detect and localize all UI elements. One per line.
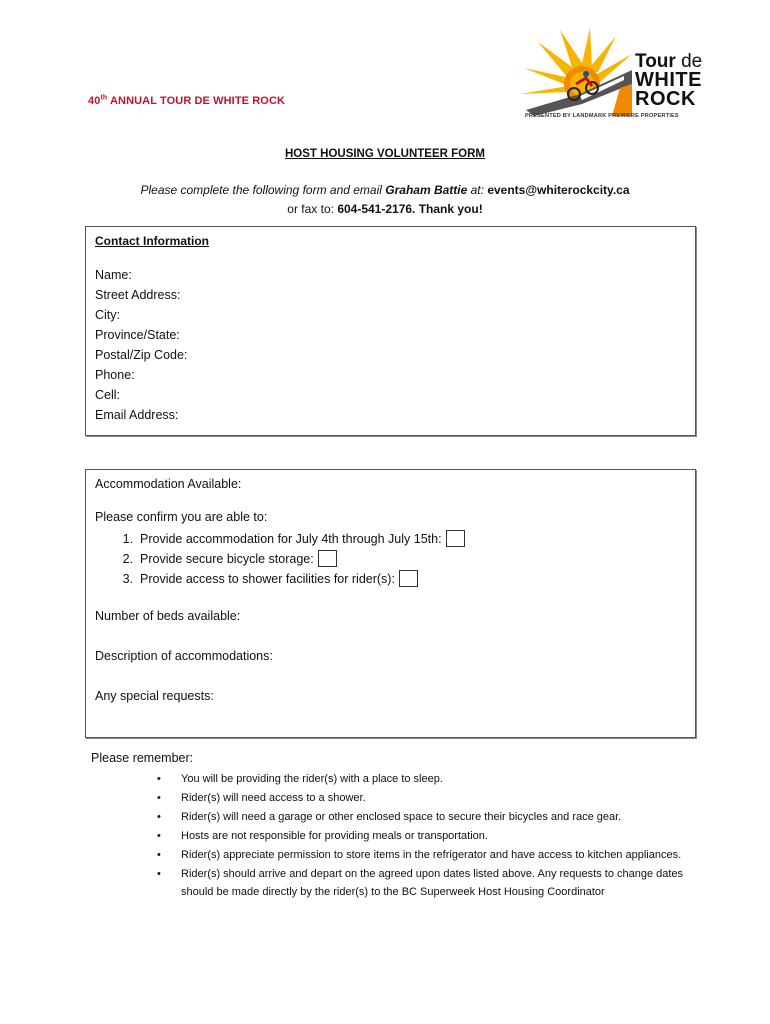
sun-cyclist-icon [520, 28, 640, 118]
email-link[interactable]: events@whiterockcity.ca [487, 183, 630, 197]
bullet-icon: • [157, 830, 161, 842]
description-field[interactable]: Description of accommodations: [95, 649, 273, 663]
list-item: 1. Provide accommodation for July 4th through July 15th: [95, 529, 465, 549]
bullet-icon: • [157, 792, 161, 804]
remember-list [150, 770, 690, 902]
bicycle-storage-checkbox[interactable] [318, 550, 337, 567]
logo-line-tour-de: Tour de [635, 51, 703, 72]
email-address-field[interactable]: Email Address: [95, 408, 179, 422]
name-field[interactable]: Name: [95, 268, 132, 282]
list-item: • Hosts are not responsible for providing meals or transportation. [150, 827, 690, 845]
instructions: Please complete the following form and email Graham Battie at: events@whiterockcity.ca or fax to: 604-541-2176. Thank you! [140, 183, 630, 216]
bullet-icon: • [157, 868, 161, 880]
province-state-field[interactable]: Province/State: [95, 328, 180, 342]
confirm-list [95, 529, 465, 589]
city-field[interactable]: City: [95, 308, 120, 322]
remember-title: Please remember: [91, 751, 194, 765]
beds-available-field[interactable]: Number of beds available: [95, 609, 241, 623]
list-item: • You will be providing the rider(s) with a place to sleep. [150, 770, 690, 788]
logo-line-rock: ROCK [635, 88, 696, 110]
bullet-icon: • [157, 773, 161, 785]
fax-number: 604-541-2176. Thank you! [337, 202, 483, 216]
accommodation-available-field[interactable]: Accommodation Available: [95, 477, 242, 491]
accommodation-section [85, 469, 696, 738]
postal-zip-field[interactable]: Postal/Zip Code: [95, 348, 188, 362]
form-title: HOST HOUSING VOLUNTEER FORM [285, 148, 485, 160]
cell-field[interactable]: Cell: [95, 388, 121, 402]
list-item: 2. Provide secure bicycle storage: [95, 549, 465, 569]
confirm-label: Please confirm you are able to: [95, 510, 268, 524]
bullet-icon: • [157, 849, 161, 861]
event-heading: 40th ANNUAL TOUR DE WHITE ROCK [88, 94, 286, 107]
contact-information-section [85, 226, 696, 436]
street-address-field[interactable]: Street Address: [95, 288, 181, 302]
logo-presented-by: PRESENTED BY LANDMARK PREMIERE PROPERTIES [525, 113, 679, 119]
contact-fields [95, 265, 187, 425]
tour-de-white-rock-logo [520, 28, 710, 128]
list-item: 3. Provide access to shower facilities for rider(s): [95, 569, 465, 589]
list-item: • Rider(s) appreciate permission to store items in the refrigerator and have access to kitchen appliances. [150, 846, 690, 864]
shower-access-checkbox[interactable] [399, 570, 418, 587]
list-item: • Rider(s) will need a garage or other enclosed space to secure their bicycles and race gear. [150, 808, 690, 826]
list-item: • Rider(s) will need access to a shower. [150, 789, 690, 807]
list-item: • Rider(s) should arrive and depart on the agreed upon dates listed above. Any requests to change dates should be made directly by the rider(s) to the BC Superweek Host Housing Coordinator [150, 865, 690, 901]
bullet-icon: • [157, 811, 161, 823]
contact-section-title: Contact Information [95, 234, 209, 248]
july-dates-checkbox[interactable] [446, 530, 465, 547]
phone-field[interactable]: Phone: [95, 368, 135, 382]
logo-line-white: WHITE [635, 69, 702, 91]
special-requests-field[interactable]: Any special requests: [95, 689, 214, 703]
